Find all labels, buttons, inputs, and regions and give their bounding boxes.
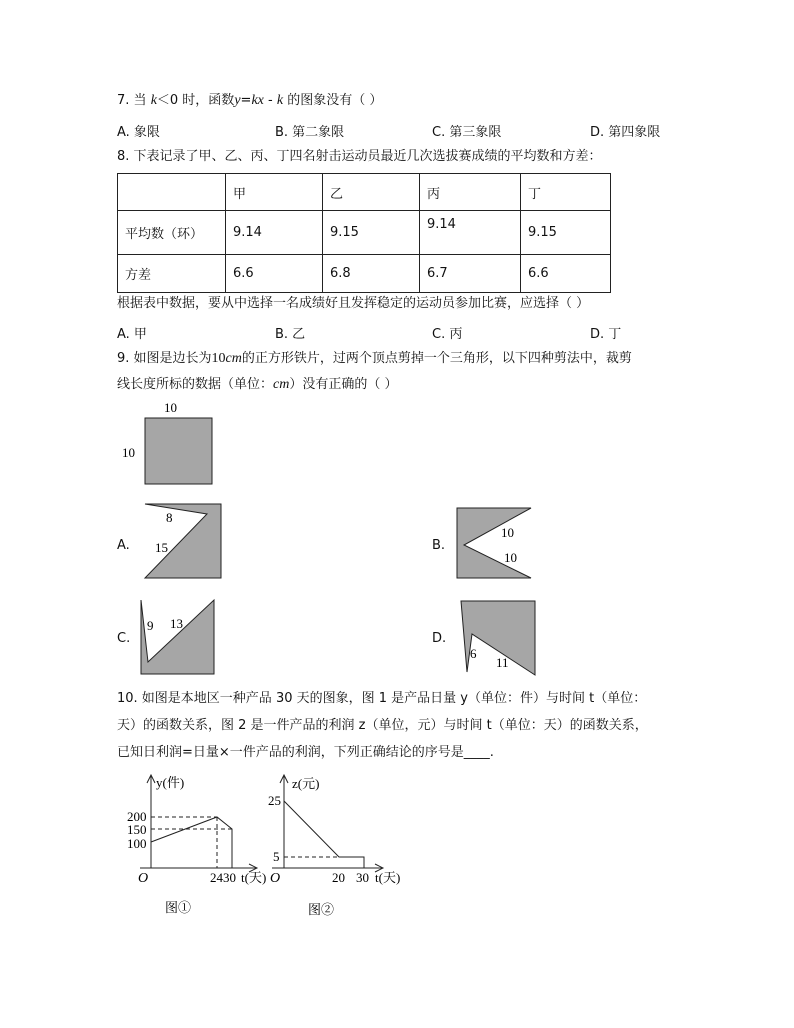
q10-stem-line2: 天）的函数关系，图 2 是一件产品的利润 z（单位，元）与时间 t（单位：天）的函数关系， xyxy=(117,718,648,733)
table-row xyxy=(118,211,611,255)
q8-question: 根据表中数据，要从中选择一名成绩好且发挥稳定的运动员参加比赛，应选择（ ） xyxy=(117,296,590,311)
fig1-xticks: 2430 xyxy=(210,870,236,885)
q9-option-d-figure[interactable] xyxy=(458,598,540,678)
q8-option-c[interactable]: C. 丙 xyxy=(432,327,463,342)
q8-stem: 8. 下表记录了甲、乙、丙、丁四名射击运动员最近几次选拔赛成绩的平均数和方差： xyxy=(117,149,602,164)
q8-option-d[interactable]: D. 丁 xyxy=(590,327,622,342)
table-header-cell: 甲 xyxy=(226,174,323,211)
option-b-label-bottom: 10 xyxy=(504,550,517,565)
square-top-label: 10 xyxy=(164,400,177,415)
table-cell: 9.14 xyxy=(226,211,323,255)
fig2-line xyxy=(284,801,364,868)
q9-stem-line1: 9. 如图是边长为10cm的正方形铁片，过两个顶点剪掉一个三角形，以下四种剪法中，裁剪 xyxy=(117,351,632,366)
fig1-caption: 图① xyxy=(165,900,192,915)
q7-option-c[interactable]: C. 第三象限 xyxy=(432,125,502,140)
fig2-xlabel: t(天) xyxy=(375,870,401,885)
q7-option-b[interactable]: B. 第二象限 xyxy=(275,125,345,140)
fig1-ytick-100: 100 xyxy=(127,836,147,851)
table-cell: 6.6 xyxy=(226,255,323,293)
table-header-cell xyxy=(118,174,226,211)
option-c-shape xyxy=(141,600,214,674)
fig2-xtick-30: 30 xyxy=(356,870,369,885)
q10-figure-2 xyxy=(258,770,418,920)
table-header-cell: 乙 xyxy=(323,174,420,211)
q8-option-b[interactable]: B. 乙 xyxy=(275,327,306,342)
fig1-ytick-200: 200 xyxy=(127,809,147,824)
fig2-ytick-25: 25 xyxy=(268,793,281,808)
square-left-label: 10 xyxy=(122,445,135,460)
option-c-label-long: 13 xyxy=(170,616,183,631)
fig2-origin: O xyxy=(270,871,281,886)
fig1-line xyxy=(151,817,232,868)
table-header-cell: 丙 xyxy=(420,174,521,211)
q10-stem-line1: 10. 如图是本地区一种产品 30 天的图象，图 1 是产品日量 y（单位：件）与时间 t（单位： xyxy=(117,691,647,706)
table-cell: 6.7 xyxy=(420,255,521,293)
fig2-ytick-5: 5 xyxy=(273,849,280,864)
fig2-caption: 图② xyxy=(308,902,335,917)
q7-option-d[interactable]: D. 第四象限 xyxy=(590,125,661,140)
fig1-ylabel: y(件) xyxy=(156,775,185,790)
fig2-ylabel: z(元) xyxy=(292,776,320,791)
q9-option-a-label[interactable]: A. xyxy=(117,538,130,553)
fig1-xlabel: t(天) xyxy=(241,870,267,885)
option-b-shape xyxy=(457,508,531,578)
table-cell: 9.15 xyxy=(521,211,611,255)
fig1-origin: O xyxy=(138,871,149,886)
table-cell: 平均数（环） xyxy=(118,211,226,255)
q9-square-figure xyxy=(115,396,225,491)
table-cell: 方差 xyxy=(118,255,226,293)
q8-score-table xyxy=(117,173,611,293)
option-d-label-short: 6 xyxy=(470,646,477,661)
q9-option-c-label[interactable]: C. xyxy=(117,631,131,646)
option-d-label-long: 11 xyxy=(496,655,509,670)
q10-figure-1 xyxy=(120,770,280,920)
fig2-xtick-20: 20 xyxy=(332,870,345,885)
option-b-label-top: 10 xyxy=(501,525,514,540)
table-cell: 6.8 xyxy=(323,255,420,293)
table-cell: 9.14 xyxy=(420,211,521,255)
q8-option-a[interactable]: A. 甲 xyxy=(117,327,147,342)
q9-stem-line2: 线长度所标的数据（单位：cm）没有正确的（ ） xyxy=(117,377,398,392)
q10-stem-line3: 已知日利润=日量×一件产品的利润，下列正确结论的序号是____. xyxy=(117,745,494,760)
q9-option-a-figure[interactable] xyxy=(140,500,226,582)
q9-option-b-label[interactable]: B. xyxy=(432,538,446,553)
q9-option-d-label[interactable]: D. xyxy=(432,631,447,646)
option-c-label-short: 9 xyxy=(147,618,154,633)
fig1-ytick-150: 150 xyxy=(127,822,147,837)
q9-option-c-figure[interactable] xyxy=(138,596,220,678)
table-cell: 9.15 xyxy=(323,211,420,255)
table-header-row xyxy=(118,174,611,211)
table-header-cell: 丁 xyxy=(521,174,611,211)
table-row xyxy=(118,255,611,293)
q7-stem: 7. 当 k＜0 时，函数y=kx - k 的图象没有（ ） xyxy=(117,93,383,108)
option-a-label-short: 8 xyxy=(166,510,173,525)
q9-option-b-figure[interactable] xyxy=(454,506,536,582)
table-cell: 6.6 xyxy=(521,255,611,293)
q7-option-a[interactable]: A. 象限 xyxy=(117,125,160,140)
option-a-label-long: 15 xyxy=(155,540,168,555)
square-shape xyxy=(145,418,212,484)
